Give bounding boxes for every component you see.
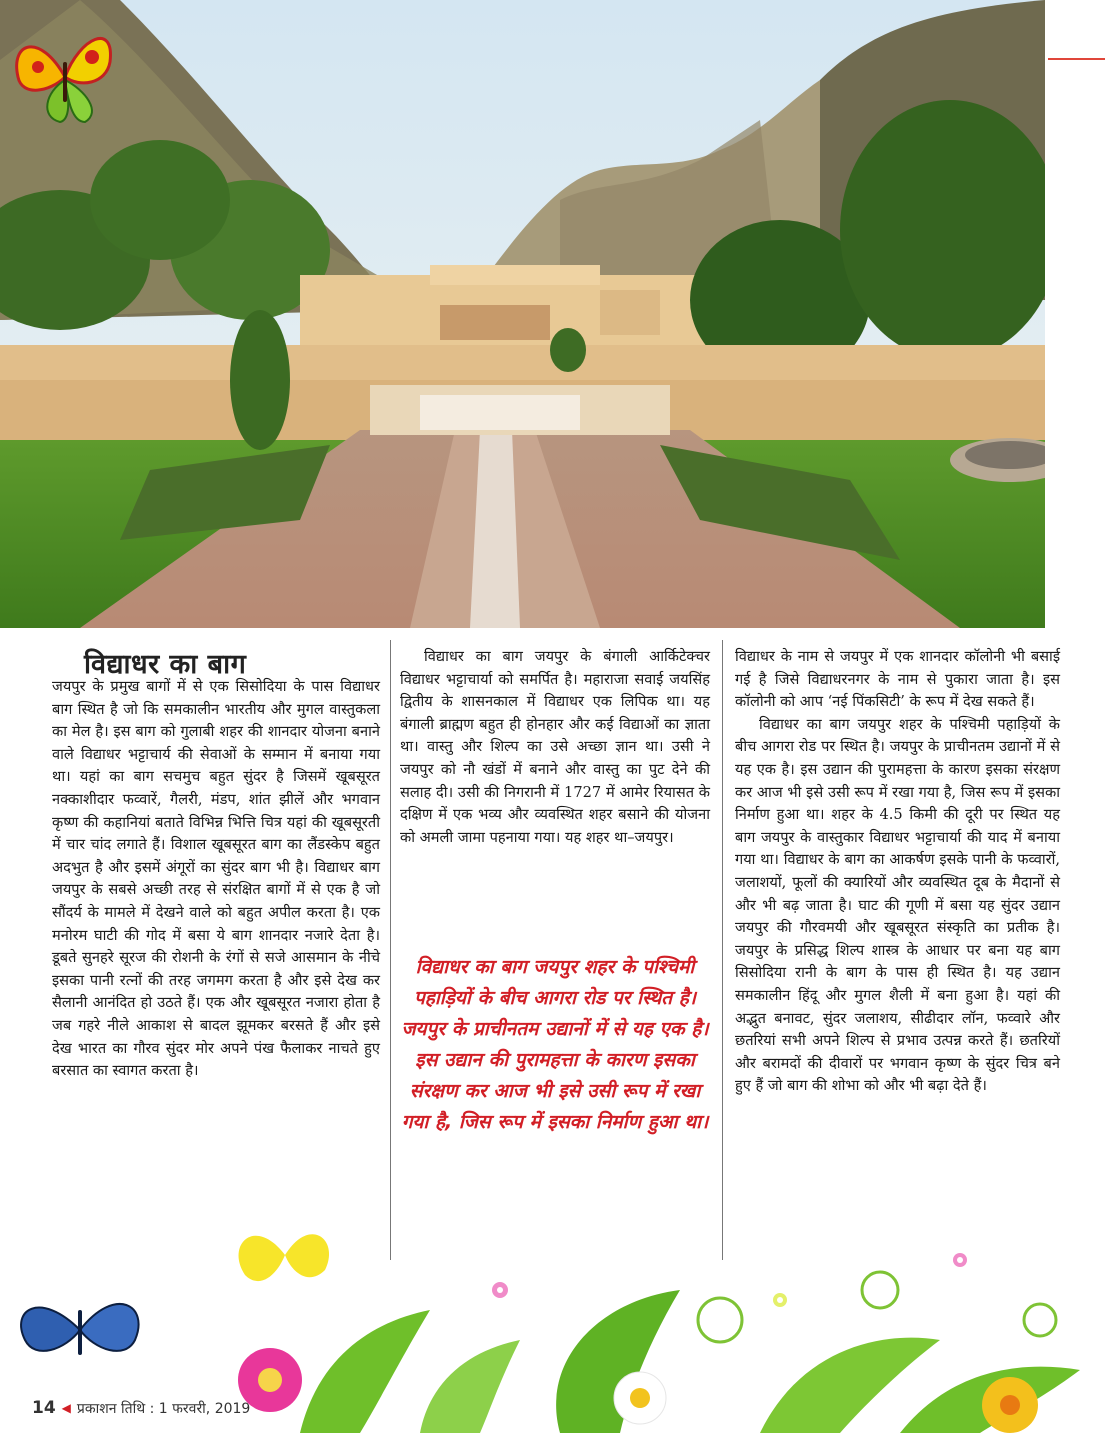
- column-divider: [722, 640, 723, 1260]
- butterfly-icon: [10, 22, 120, 136]
- paragraph: जयपुर के प्रमुख बागों में से एक सिसोदिया के पास विद्याधर बाग स्थित है जो कि समकालीन भारतीय और मुगल वास्तुकला का मेल है। इस बाग को गुलाबी शहर की शानदार योजना बनाने वाले विद्याधर भट्टाचार्य की सेवाओं के सम्मान में बनाया गया था। यहां का बाग सचमुच बहुत सुंदर है जिसमें खूबसूरत नक्काशीदार फव्वारें, गैलरी, मंडप, शांत झीलें और भगवान कृष्ण की कहानियां बताते विभिन्न भित्ति चित्र यहां की खूबसूरती में चार चांद लगाते हैं। विशाल खूबसूरत बाग का लैंडस्केप बहुत अदभुत है और इसमें अंगूरों का सुंदर बाग भी है। विद्याधर बाग जयपुर के सबसे अच्छी तरह से संरक्षित बागों में से एक है जो सौंदर्य के मामले में देखने वाले को बहुत अपील करता है। एक मनोरम घाटी की गोद में बसा ये बाग शानदार नजारे देता है। डूबते सुनहरे सूरज की रोशनी के रंगों से सजे आसमान के नीचे इसका पानी रत्नों की तरह जगमग करता है और इसे देख कर सैलानी आनंदित हो उठते हैं। एक और खूबसूरत नजारा होता है जब गहरे नीले आकाश से बादल झूमकर बरसते हैं और इसे देख भारत का गौरव सुंदर मोर अपने पंख फैलाकर नाचते हुए बरसात का स्वागत करता है।: [52, 678, 380, 1080]
- paragraph: विद्याधर के नाम से जयपुर में एक शानदार कॉलोनी भी बसाई गई है जिसे विद्याधरनगर के नाम से पुकारा जाता है। इस कॉलोनी को आप ‘नई पिंकसिटी’ के रूप में देख सकते हैं।: [735, 648, 1060, 711]
- garden-photo: [0, 0, 1045, 628]
- side-accent-rule: [1048, 58, 1105, 60]
- publication-date: प्रकाशन तिथि : 1 फरवरी, 2019: [76, 1400, 251, 1417]
- paragraph: विद्याधर का बाग जयपुर के बंगाली आर्किटेक्चर विद्याधर भट्टाचार्या को समर्पित है। महाराजा सवाई जयसिंह द्वितीय के शासनकाल में विद्याधर एक लिपिक था। यह बंगाली ब्राह्मण बहुत ही होनहार और कई विद्याओं का ज्ञाता था। वास्तु और शिल्प का उसे अच्छा ज्ञान था। उसी ने जयपुर को नौ खंडों में बनाने और वास्तु का पुट देने की सलाह दी। उसी की निगरानी में 1727 में आमेर रियासत के दक्षिण में एक भव्य और व्यवस्थित शहर बसाने की योजना को अमली जामा पहनाया गया। यह शहर था–जयपुर।: [400, 648, 710, 846]
- page-number: 14: [32, 1398, 56, 1418]
- column-divider: [390, 640, 391, 1260]
- pull-quote: विद्याधर का बाग जयपुर शहर के पश्चिमी पहाड़ियों के बीच आगरा रोड पर स्थित है। जयपुर के प्राचीनतम उद्यानों में से यह एक है। इस उद्यान की पुरामहत्ता के कारण इसका संरक्षण कर आज भी इसे उसी रूप में रखा गया है, जिस रूप में इसका निर्माण हुआ था।: [401, 956, 709, 1133]
- page-footer: [32, 1398, 250, 1418]
- paragraph: विद्याधर का बाग जयपुर शहर के पश्चिमी पहाड़ियों के बीच आगरा रोड पर स्थित है। जयपुर के प्राचीनतम उद्यानों में से यह एक है। इस उद्यान की पुरामहत्ता के कारण इसका संरक्षण कर आज भी इसे उसी रूप में रखा गया है, जिस रूप में इसका निर्माण हुआ था। शहर के 4.5 किमी की दूरी पर स्थित यह बाग जयपुर के वास्तुकार विद्याधर भट्टाचार्या की याद में बनाया गया था। विद्याधर के बाग का आकर्षण इसके पानी के फव्वारों, जलाशयों, फूलों की क्यारियों और व्यवस्थित दूब के मैदानों से और भी बढ़ जाता है। घाट की गूणी में बसा यह सुंदर उद्यान जयपुर की गौरवमयी और खूबसूरत संस्कृति का प्रतीक है। जयपुर के प्रसिद्ध शिल्प शास्त्र के आधार पर बना यह बाग सिसोदिया रानी के बाग के पास ही स्थित है। यह उद्यान समकालीन हिंदू और मुगल शैली में बना हुआ है। यहां की अद्भुत बनावट, सुंदर जलाशय, सीढीदार लॉन, फव्वारे और छतरियां सभी अपने शिल्प से प्रभाव उत्पन्न करते हैं। छतरियों और बरामदों की दीवारों पर भगवान कृष्ण के सुंदर चित्र बने हुए हैं जो बाग की शोभा को और भी बढ़ा देते हैं।: [735, 715, 1060, 1095]
- column-1: [52, 676, 380, 1083]
- column-2: [400, 646, 710, 849]
- article-title: विद्याधर का बाग: [84, 649, 247, 680]
- column-3: [735, 646, 1060, 1098]
- arrow-icon: ◀: [61, 1401, 71, 1415]
